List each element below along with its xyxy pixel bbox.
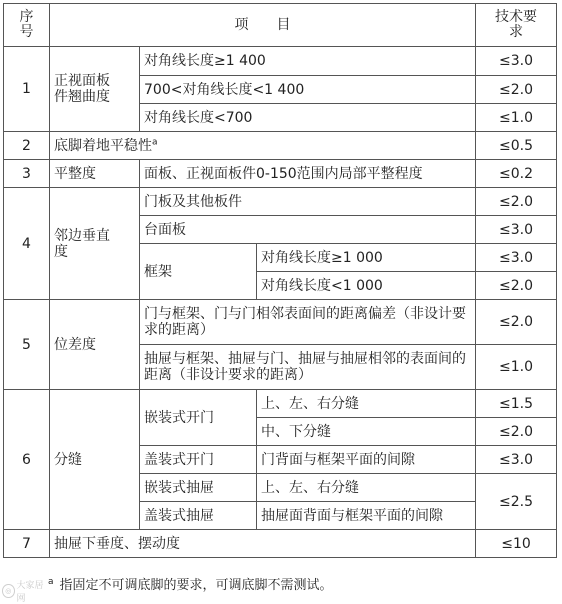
item-text: 底脚着地平稳性 — [54, 137, 152, 154]
spec-table — [3, 3, 557, 558]
header-item: 项 目 — [50, 4, 476, 47]
table-row — [4, 300, 557, 345]
detail-cell: 对角线长度<1 000 — [257, 272, 476, 300]
detail-cell: 对角线长度≥1 000 — [257, 244, 476, 272]
watermark-logo-icon: ◎ — [2, 584, 15, 598]
sub-item-cell: 面板、正视面板件0-150范围内局部平整程度 — [140, 160, 476, 188]
seq-cell: 5 — [4, 300, 50, 390]
item-cell: 平整度 — [50, 160, 140, 188]
req-cell: ≤10 — [476, 530, 557, 558]
sub-item-cell: 门与框架、门与门相邻表面间的距离偏差（非设计要求的距离） — [140, 300, 476, 345]
req-cell: ≤3.0 — [476, 47, 557, 76]
detail-cell: 抽屉面背面与框架平面的间隙 — [257, 502, 476, 530]
item-cell: 位差度 — [50, 300, 140, 390]
req-cell: ≤0.5 — [476, 132, 557, 160]
header-seq: 序 号 — [4, 4, 50, 47]
req-cell: ≤2.5 — [476, 474, 557, 530]
sub-item-cell: 盖装式抽屉 — [140, 502, 257, 530]
table-row — [4, 188, 557, 216]
item-cell: 正视面板 件翘曲度 — [50, 47, 140, 132]
req-cell: ≤1.0 — [476, 104, 557, 132]
req-cell: ≤1.0 — [476, 345, 557, 390]
table-row — [4, 390, 557, 418]
item-cell: 抽屉下垂度、摆动度 — [50, 530, 476, 558]
sub-item-cell: 抽屉与框架、抽屉与门、抽屉与抽屉相邻的表面间的距离（非设计要求的距离） — [140, 345, 476, 390]
seq-cell: 2 — [4, 132, 50, 160]
req-cell: ≤2.0 — [476, 76, 557, 104]
sub-item-cell: 盖装式开门 — [140, 446, 257, 474]
req-cell: ≤0.2 — [476, 160, 557, 188]
sub-item-cell: 700<对角线长度<1 400 — [140, 76, 476, 104]
footnote — [48, 574, 333, 593]
seq-cell: 1 — [4, 47, 50, 132]
seq-cell: 3 — [4, 160, 50, 188]
sub-item-cell: 嵌装式抽屉 — [140, 474, 257, 502]
item-cell: 分缝 — [50, 390, 140, 530]
req-cell: ≤2.0 — [476, 188, 557, 216]
item-cell: 邻边垂直 度 — [50, 188, 140, 300]
table-row — [4, 47, 557, 76]
header-row — [4, 4, 557, 47]
detail-cell: 门背面与框架平面的间隙 — [257, 446, 476, 474]
item-cell — [50, 132, 476, 160]
seq-cell: 6 — [4, 390, 50, 530]
watermark-text: 大家居网 — [16, 580, 44, 604]
footnote-mark: a — [152, 136, 158, 147]
detail-cell: 上、左、右分缝 — [257, 474, 476, 502]
header-req: 技术要 求 — [476, 4, 557, 47]
req-cell: ≤1.5 — [476, 390, 557, 418]
req-cell: ≤2.0 — [476, 272, 557, 300]
req-cell: ≤3.0 — [476, 446, 557, 474]
detail-cell: 上、左、右分缝 — [257, 390, 476, 418]
footnote-text: 指固定不可调底脚的要求，可调底脚不需测试。 — [59, 578, 333, 593]
sub-item-cell: 门板及其他板件 — [140, 188, 476, 216]
req-cell: ≤3.0 — [476, 244, 557, 272]
table-row — [4, 160, 557, 188]
table-row — [4, 530, 557, 558]
seq-cell: 4 — [4, 188, 50, 300]
sub-item-cell: 对角线长度≥1 400 — [140, 47, 476, 76]
table-row — [4, 132, 557, 160]
sub-item-cell: 框架 — [140, 244, 257, 300]
sub-item-cell: 台面板 — [140, 216, 476, 244]
footnote-mark: a — [48, 576, 54, 587]
seq-cell: 7 — [4, 530, 50, 558]
req-cell: ≤2.0 — [476, 300, 557, 345]
req-cell: ≤3.0 — [476, 216, 557, 244]
watermark — [2, 580, 48, 604]
req-cell: ≤2.0 — [476, 418, 557, 446]
detail-cell: 中、下分缝 — [257, 418, 476, 446]
sub-item-cell: 嵌装式开门 — [140, 390, 257, 446]
sub-item-cell: 对角线长度<700 — [140, 104, 476, 132]
